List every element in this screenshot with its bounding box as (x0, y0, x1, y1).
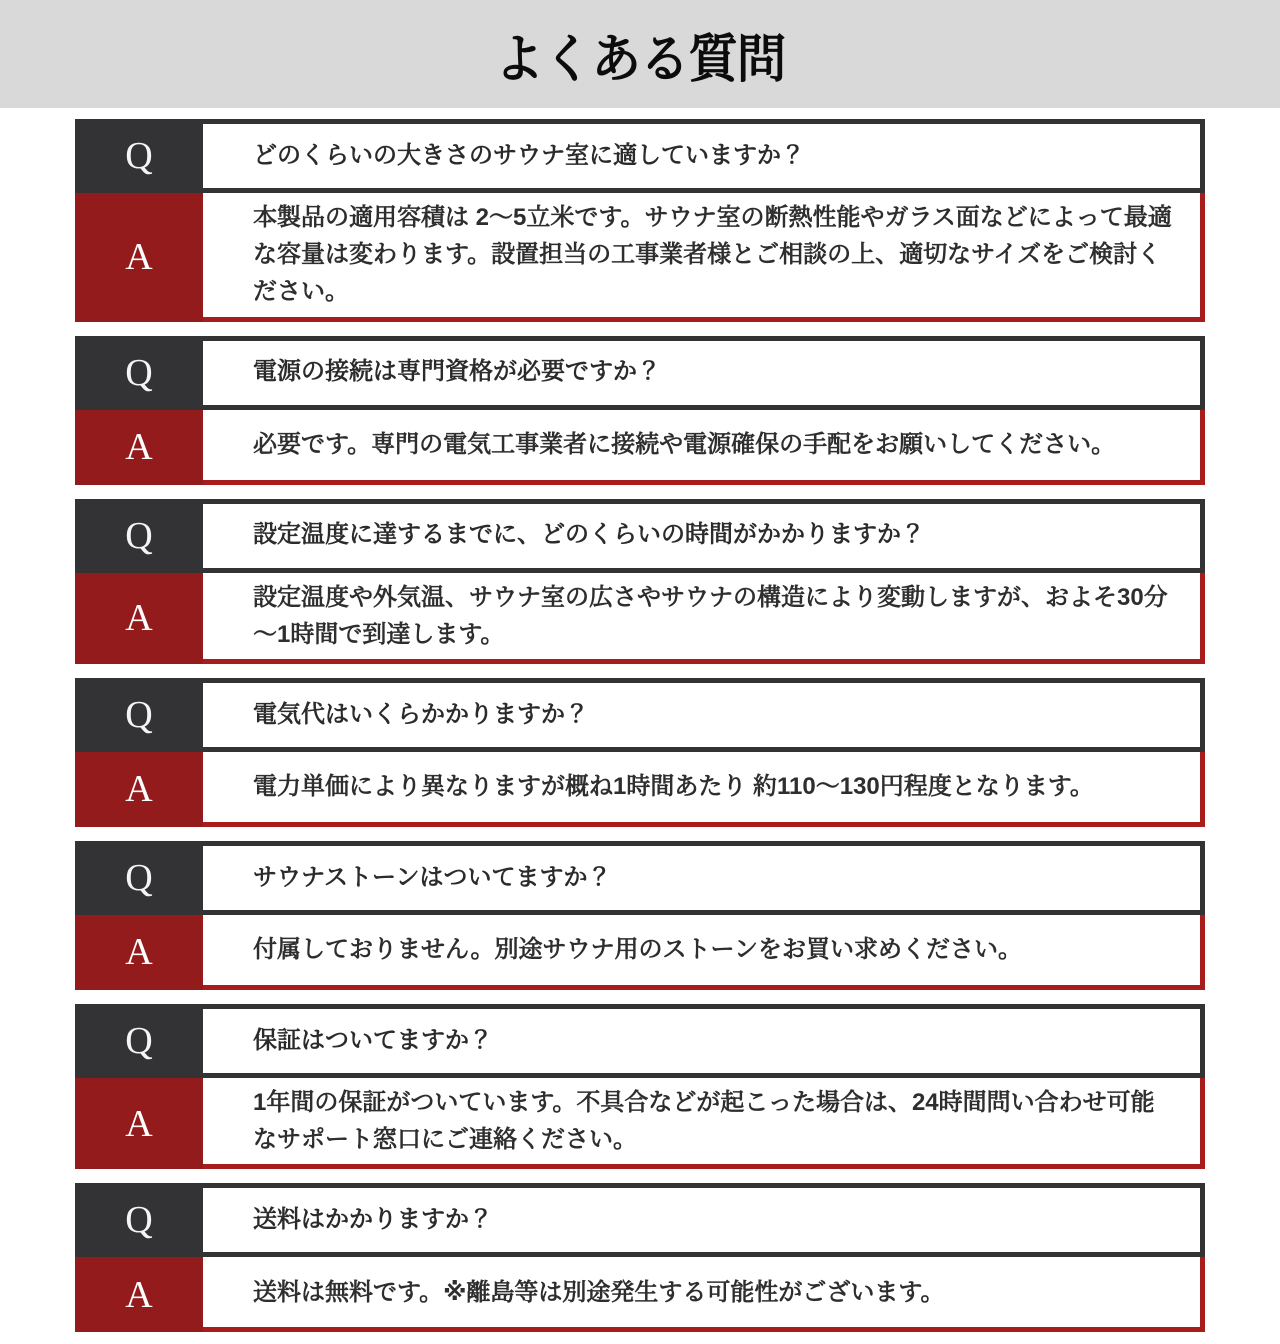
faq-item (75, 1183, 1205, 1332)
page-header (0, 0, 1280, 108)
faq-item (75, 678, 1205, 827)
question-marker: Q (75, 1004, 203, 1078)
question-text: どのくらいの大きさのサウナ室に適していますか？ (203, 119, 1205, 193)
page-title: よくある質問 (494, 30, 786, 89)
answer-text: 電力単価により異なりますが概ね1時間あたり 約110～130円程度となります。 (203, 752, 1205, 827)
question-row (75, 1183, 1205, 1257)
question-row (75, 336, 1205, 410)
answer-row (75, 1078, 1205, 1169)
answer-row (75, 752, 1205, 827)
question-row (75, 841, 1205, 915)
answer-row (75, 1257, 1205, 1332)
faq-item (75, 336, 1205, 485)
answer-text: 必要です。専門の電気工事業者に接続や電源確保の手配をお願いしてください。 (203, 410, 1205, 485)
question-row (75, 499, 1205, 573)
answer-marker: A (75, 915, 203, 990)
question-text: 保証はついてますか？ (203, 1004, 1205, 1078)
faq-item (75, 119, 1205, 322)
question-marker: Q (75, 1183, 203, 1257)
question-row (75, 119, 1205, 193)
answer-marker: A (75, 1257, 203, 1332)
answer-text: 本製品の適用容積は 2～5立米です。サウナ室の断熱性能やガラス面などによって最適な容量は変わります。設置担当の工事業者様とご相談の上、適切なサイズをご検討ください。 (203, 193, 1205, 322)
answer-row (75, 915, 1205, 990)
faq-item (75, 1004, 1205, 1169)
answer-row (75, 193, 1205, 322)
answer-marker: A (75, 193, 203, 322)
question-text: 送料はかかりますか？ (203, 1183, 1205, 1257)
question-marker: Q (75, 678, 203, 752)
question-text: 設定温度に達するまでに、どのくらいの時間がかかりますか？ (203, 499, 1205, 573)
answer-marker: A (75, 410, 203, 485)
answer-text: 送料は無料です。※離島等は別途発生する可能性がございます。 (203, 1257, 1205, 1332)
question-marker: Q (75, 841, 203, 915)
faq-list (0, 108, 1280, 1344)
question-text: 電気代はいくらかかりますか？ (203, 678, 1205, 752)
answer-text: 付属しておりません。別途サウナ用のストーンをお買い求めください。 (203, 915, 1205, 990)
faq-item (75, 499, 1205, 664)
answer-marker: A (75, 573, 203, 664)
answer-marker: A (75, 752, 203, 827)
answer-text: 1年間の保証がついています。不具合などが起こった場合は、24時間問い合わせ可能なサポート窓口にご連絡ください。 (203, 1078, 1205, 1169)
question-text: 電源の接続は専門資格が必要ですか？ (203, 336, 1205, 410)
answer-row (75, 410, 1205, 485)
faq-item (75, 841, 1205, 990)
question-row (75, 1004, 1205, 1078)
answer-text: 設定温度や外気温、サウナ室の広さやサウナの構造により変動しますが、およそ30分～1時間で到達します。 (203, 573, 1205, 664)
answer-row (75, 573, 1205, 664)
question-text: サウナストーンはついてますか？ (203, 841, 1205, 915)
question-marker: Q (75, 336, 203, 410)
question-marker: Q (75, 499, 203, 573)
answer-marker: A (75, 1078, 203, 1169)
question-row (75, 678, 1205, 752)
question-marker: Q (75, 119, 203, 193)
